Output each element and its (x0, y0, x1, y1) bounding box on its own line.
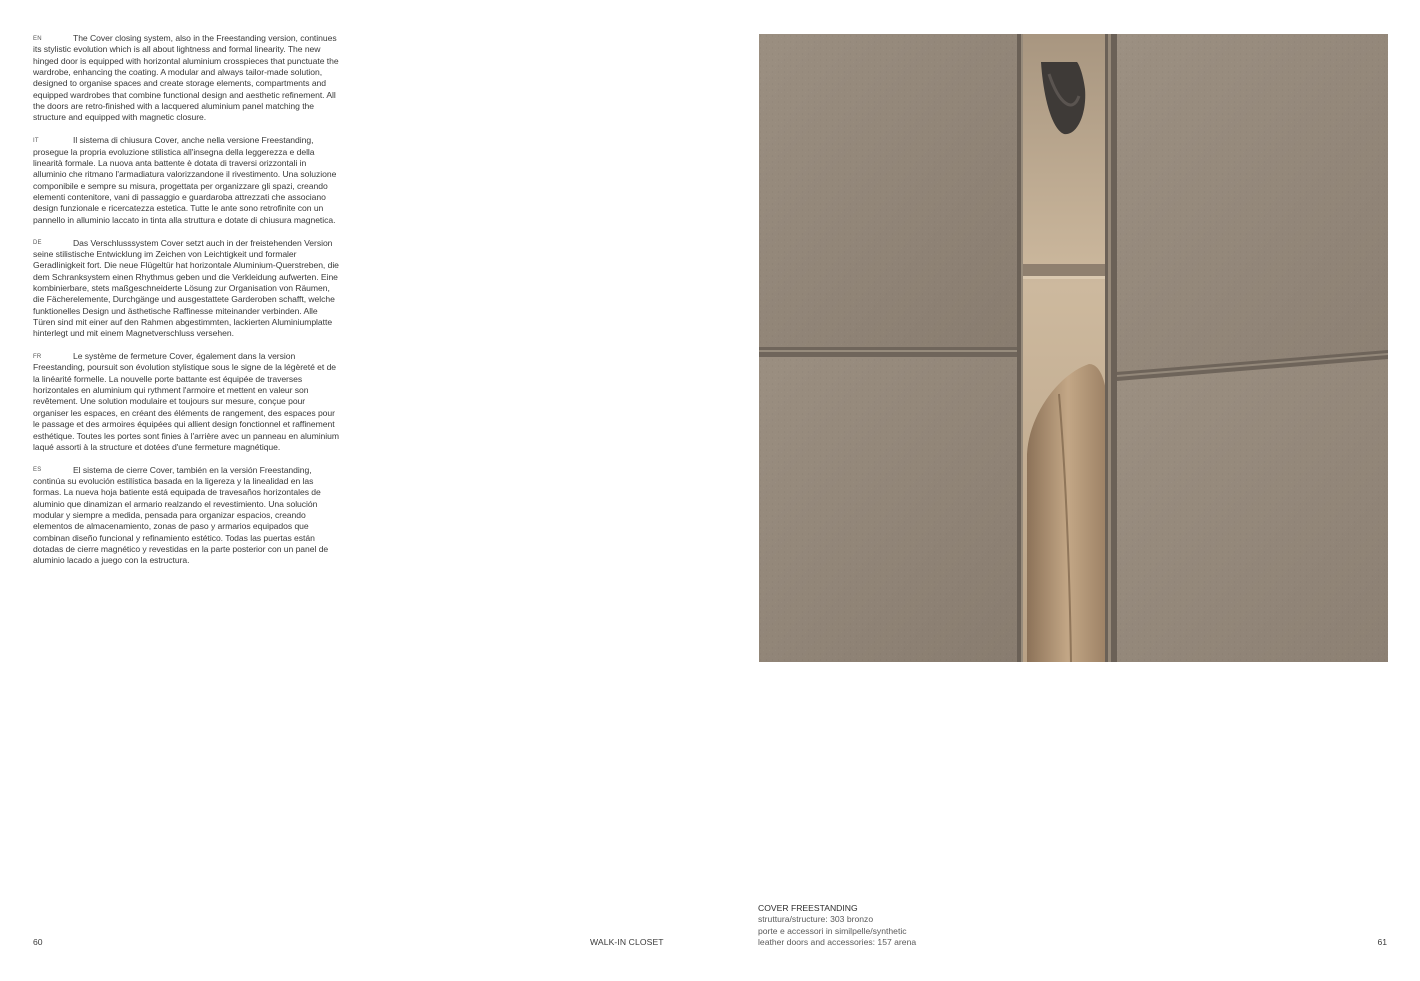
paragraph-text-de: Das Verschlusssystem Cover setzt auch in der freistehenden Version seine stilistische Entwicklung im Zeichen von Leichtigkeit und formaler Geradlinigkeit fort. Die neue Flügeltür hat horizontale Aluminium-Querstreben, die dem Schranksystem einen Rhythmus geben und die Verkleidung aufwerten. Eine kombinierbare, stets maßgeschneiderte Lösung zur Organisation von Räumen, die Fächerelemente, Durchgänge und ausgestattete Garderoben schafft, welche funktionelles Design und ästhetische Raffinesse miteinander verbinden. Alle Türen sind mit einer auf den Rahmen abgestimmten, lackierten Aluminiumplatte hinterlegt und mit einem Magnetverschluss versehen. (33, 237, 339, 339)
caption-title: COVER FREESTANDING (758, 903, 858, 913)
wardrobe-doors-photo (759, 34, 1388, 662)
page-number-right: 61 (1377, 937, 1387, 947)
lang-code-it: IT (33, 137, 39, 144)
paragraph-it (33, 135, 341, 226)
paragraph-en (33, 33, 341, 124)
paragraph-de (33, 238, 341, 340)
running-title: WALK-IN CLOSET (590, 937, 664, 947)
paragraph-fr (33, 351, 341, 453)
photo-caption (758, 903, 1008, 948)
paragraph-es (33, 465, 341, 567)
lang-code-fr: FR (33, 353, 42, 360)
paragraph-text-fr: Le système de fermeture Cover, également dans la version Freestanding, poursuit son évolution stylistique sous le signe de la légèreté et de la linéarité formelle. La nouvelle porte battante est équipée de traverses horizontales en aluminium qui rythment l'armoire et mettent en valeur son revêtement. Une solution modulaire et toujours sur mesure, conçue pour organiser les espaces, en créant des éléments de rangement, des espaces pour le passage et des armoires équipées qui allient design fonctionnel et raffinement esthétique. Toutes les portes sont finies à l'arrière avec un panneau en aluminium laqué assorti à la structure et dotées d'une fermeture magnétique. (33, 351, 339, 452)
caption-doors: porte e accessori in similpelle/synthetic (758, 925, 907, 936)
lang-code-es: ES (33, 467, 42, 474)
caption-structure: struttura/structure: 303 bronzo (758, 914, 874, 925)
right-page (710, 0, 1420, 981)
paragraph-text-it: Il sistema di chiusura Cover, anche nella versione Freestanding, prosegue la propria evoluzione stilistica all'insegna della leggerezza e della linearità formale. La nuova anta battente è dotata di traversi orizzontali in alluminio che ritmano l'armadiatura valorizzandone il rivestimento. Una soluzione componibile e sempre su misura, progettata per organizzare gli spazi, creando elementi contenitore, vani di passaggio e guardaroba attrezzati che associano design funzionale e ricercatezza estetica. Tutte le ante sono retrofinite con un pannello in alluminio laccato in tinta alla struttura e dotate di chiusura magnetica. (33, 135, 337, 225)
caption-doors-finish: leather doors and accessories: 157 arena (758, 937, 917, 948)
paragraph-text-es: El sistema de cierre Cover, también en la versión Freestanding, continúa su evolución estilística basada en la ligereza y la linealidad en las formas. La nueva hoja batiente está equipada de travesaños horizontales de aluminio que dinamizan el armario realzando el revestimiento. Una solución modular y siempre a medida, pensada para organizar espacios, creando elementos de almacenamiento, zonas de paso y armarios equipados que combinan diseño funcional y refinamiento estético. Todas las puertas están dotadas de cierre magnético y revestidas en la parte posterior con un panel de aluminio lacado a juego con la estructura. (33, 464, 329, 566)
multilingual-text-column (33, 33, 341, 578)
page-number-left: 60 (33, 937, 43, 947)
lang-code-de: DE (33, 240, 42, 246)
lang-code-en: EN (33, 35, 42, 42)
paragraph-text-en: The Cover closing system, also in the Freestanding version, continues its stylistic evolution which is all about lightness and formal linearity. The new hinged door is equipped with horizontal aluminium crosspieces that punctuate the wardrobe, enhancing the coating. A modular and always tailor-made solution, designed to organise spaces and create storage elements, compartments and equipped wardrobes that combine functional design and aesthetic refinement. All the doors are retro-finished with a lacquered aluminium panel matching the structure and equipped with magnetic closure. (33, 33, 339, 123)
